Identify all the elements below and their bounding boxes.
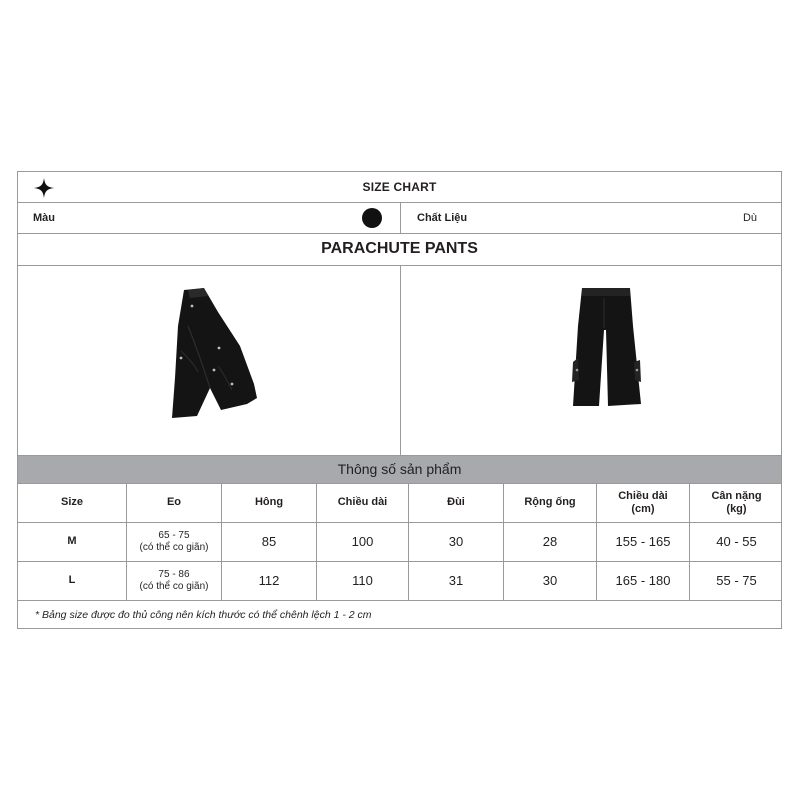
attributes-row [18, 203, 781, 234]
leg-opening-cell: 30 [504, 562, 597, 600]
thigh-cell: 31 [409, 562, 504, 600]
height-cell: 165 - 180 [597, 562, 690, 600]
column-header: Hông [222, 484, 317, 522]
product-image-side [18, 266, 401, 455]
column-header: Đùi [409, 484, 504, 522]
measurement-note: * Bảng size được đo thủ công nên kích thước có thể chênh lệch 1 - 2 cm [35, 609, 372, 621]
hip-cell: 85 [222, 523, 317, 561]
size-chart [17, 171, 782, 629]
color-label: Màu [33, 212, 55, 224]
weight-cell: 40 - 55 [716, 534, 757, 550]
thigh-cell: 30 [409, 523, 504, 561]
spec-title: Thông số sản phẩm [337, 461, 462, 477]
product-name-row [18, 234, 781, 266]
size-cell: L [18, 562, 127, 600]
color-cell [18, 203, 401, 233]
table-header-row [18, 484, 781, 523]
waist-cell: 75 - 86 (có thể co giãn) [127, 562, 222, 600]
table-row [18, 562, 781, 601]
pants-side-view-image [18, 266, 401, 455]
product-images-row [18, 266, 781, 456]
color-swatch [362, 208, 382, 228]
spec-header-band [18, 456, 781, 484]
column-header: Chiều dài [317, 484, 409, 522]
length-cell: 110 [317, 562, 409, 600]
pants-front-view-image [401, 266, 781, 455]
column-header: Size [18, 484, 127, 522]
chart-title: SIZE CHART [362, 180, 437, 194]
size-cell: M [18, 523, 127, 561]
material-label: Chất Liệu [417, 212, 468, 224]
height-cell: 155 - 165 [597, 523, 690, 561]
column-header: Rộng ống [504, 484, 597, 522]
column-header: Cân nặng (kg) [711, 489, 762, 515]
length-cell: 100 [317, 523, 409, 561]
column-header: Chiều dài (cm) [597, 484, 690, 522]
weight-cell: 55 - 75 [716, 573, 757, 589]
column-header: Eo [127, 484, 222, 522]
title-row [18, 172, 781, 203]
product-name: PARACHUTE PANTS [321, 240, 478, 257]
leg-opening-cell: 28 [504, 523, 597, 561]
product-image-front [401, 266, 781, 455]
material-cell [401, 203, 781, 233]
hip-cell: 112 [222, 562, 317, 600]
waist-cell: 65 - 75 (có thể co giãn) [127, 523, 222, 561]
table-row [18, 523, 781, 562]
material-value: Dù [742, 212, 757, 224]
note-row [18, 601, 781, 629]
